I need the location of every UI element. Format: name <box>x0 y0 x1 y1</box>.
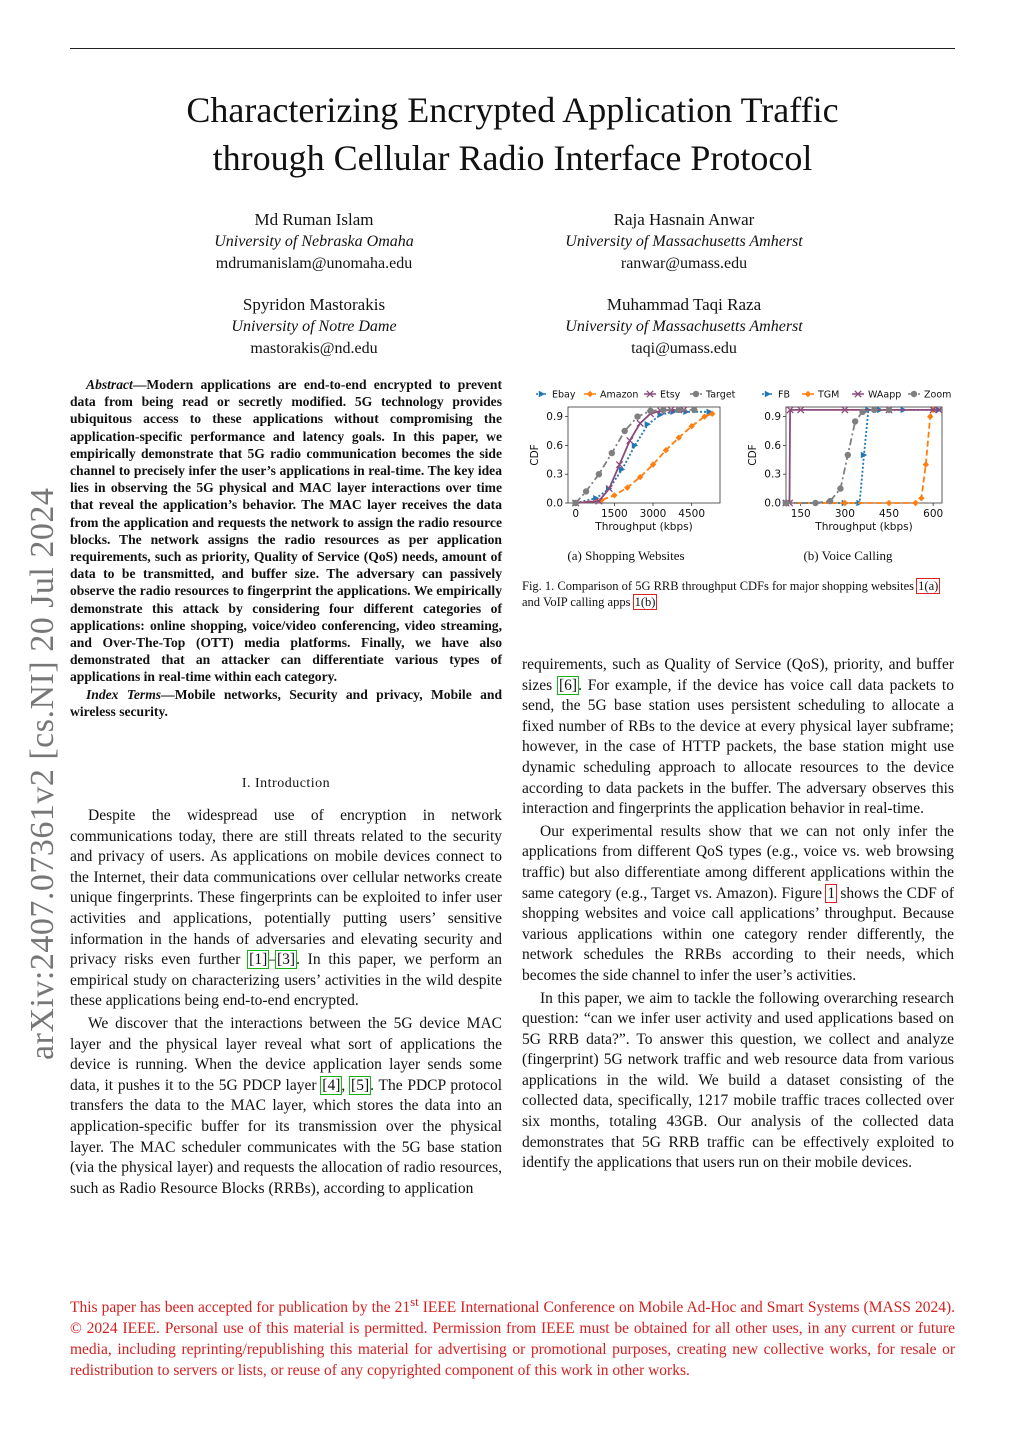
y-tick-label: 0.3 <box>546 468 563 481</box>
series-tgm <box>783 407 937 507</box>
author-block <box>164 294 464 360</box>
author-affiliation: University of Notre Dame <box>231 318 397 335</box>
data-point <box>637 420 643 426</box>
author-block <box>534 294 834 360</box>
intro-text: requirements, such as Quality of Service (QoS), priority, and buffer sizes <box>522 656 954 694</box>
legend-label: FB <box>778 389 790 401</box>
legend-label: Etsy <box>660 389 681 401</box>
citation-separator: , <box>341 1076 351 1094</box>
subcaption-b: (b) Voice Calling <box>803 548 893 563</box>
intro-text: . In this paper, we perform an empirical study on characterizing users’ activities in the wild despite these applications being end-to-end encrypted. <box>70 951 502 1010</box>
y-tick-label: 0.6 <box>764 439 781 452</box>
abstract-text: —Modern applications are end-to-end encrypted to prevent data from being read or secretly modified. 5G technology provides ubiquitous access to these applications without compromising the application-specific performance and latency goals. In this paper, we empirically demonstrate that 5G radio communication becomes the side channel to precisely infer the user’s applications in real-time. The key idea lies in observing the 5G physical and MAC layer interactions over time that reveal the application’s behavior. The MAC layer receives the data from the application and requests the network to assign the radio resource blocks. The network assigns the radio resources as per application requirements, such as priority, Quality of Service (QoS) needs, amount of data to be transmitted, and buffer size. The adversary can passively observe the radio resources to fingerprint the applications. We empirically demonstrate this attack by considering four different categories of applications: online shopping, voice/video conferencing, video streaming, and Over-The-Top (OTT) media platforms. Finally, we have also demonstrated that an attacker can differentiate various types of applications in real-time within each category. <box>70 377 502 685</box>
intro-paragraph <box>522 822 954 987</box>
index-terms-label: Index Terms <box>86 686 162 702</box>
legend-label: TGM <box>818 389 840 401</box>
copyright-notice <box>70 1291 955 1381</box>
title-line-2: through Cellular Radio Interface Protocol <box>212 138 813 178</box>
index-terms-text: —Mobile networks, Security and privacy, Mobile and wireless security. <box>70 686 503 719</box>
data-point <box>886 500 892 506</box>
x-tick-label: 600 <box>923 508 944 520</box>
legend-label: Ebay <box>552 389 576 401</box>
footer-text: IEEE International Conference on Mobile Ad-Hoc and Smart Systems (MASS 2024). © 2024 IEEE. Personal use of this material is permitted. Permission from IEEE must be obtained for all other uses, in any current or future media, including reprinting/republishing this material for advertising or promotional purposes, creating new collective works, for resale or redistribution to servers or lists, or reuse of any copyrighted component of this work in other works. <box>70 1299 955 1380</box>
y-tick-label: 0.0 <box>546 497 563 510</box>
data-point <box>609 450 615 456</box>
intro-text: We discover that the interactions between the 5G device MAC layer and the physical layer reveal what sort of applications the device is running. When the device application layer sends some data, it pushes it to the 5G PDCP layer <box>70 1014 502 1094</box>
data-point <box>627 437 633 443</box>
intro-paragraph <box>522 655 954 820</box>
x-tick-label: 450 <box>878 508 900 520</box>
data-point <box>660 407 666 413</box>
author-email[interactable]: taqi@umass.edu <box>631 340 737 357</box>
chart-legend <box>762 390 951 401</box>
intro-left-column <box>70 806 502 1199</box>
citation-link[interactable]: [5] <box>351 1076 370 1094</box>
legend-marker <box>765 391 771 397</box>
citation-link[interactable]: [3] <box>276 951 296 969</box>
author-affiliation: University of Massachusetts Amherst <box>565 318 803 335</box>
footer-superscript: st <box>410 1294 419 1309</box>
abstract <box>70 376 502 720</box>
chart-shopping-websites <box>522 382 736 537</box>
author-email[interactable]: mastorakis@nd.edu <box>250 340 378 357</box>
citation-link[interactable]: [4] <box>322 1076 341 1094</box>
intro-text: shows the CDF of shopping websites and voice call applications’ throughput. Because various applications within one category render differently, the network schedules the RRBs according to their needs, which becomes the side channel to infer the user’s activities. <box>522 884 954 984</box>
intro-paragraph <box>70 1014 502 1199</box>
legend-marker <box>911 391 917 397</box>
author-name: Spyridon Mastorakis <box>242 295 386 314</box>
section-heading: I. Introduction <box>241 776 331 791</box>
x-tick-label: 4500 <box>678 508 706 520</box>
title-line-1: Characterizing Encrypted Application Traffic <box>186 90 839 130</box>
figure-ref-link[interactable]: 1 <box>827 884 836 902</box>
index-terms <box>70 686 502 720</box>
author-affiliation: University of Nebraska Omaha <box>214 233 414 250</box>
data-point <box>852 418 858 424</box>
y-tick-label: 0.3 <box>764 468 781 481</box>
x-tick-label: 1500 <box>601 508 628 520</box>
data-point <box>923 461 929 467</box>
series-fb <box>783 407 942 507</box>
chart-voice-calling <box>740 382 954 537</box>
chart-legend <box>536 390 736 401</box>
data-point <box>691 407 697 413</box>
legend-label: Amazon <box>600 389 639 401</box>
legend-marker <box>693 391 699 397</box>
intro-paragraph: In this paper, we aim to tackle the following overarching research question: “can we infer user activity and used applications based on 5G RRB data?”. To answer this question, we collect and analyze (fingerprint) 5G network traffic and web resource data from various applications in the wild. We build a dataset consisting of the collected data, specifically, 1217 mobile traffic traces collected over six months, totaling 43GB. Our analysis of the collected data demonstrates that 5G RRB traffic can be effectively exploited to identify the applications that users run on their mobile devices. <box>522 989 954 1172</box>
x-tick-label: 150 <box>790 508 811 520</box>
x-axis-label: Throughput (kbps) <box>815 521 913 533</box>
y-axis-label: CDF <box>747 444 759 466</box>
legend-label: WAapp <box>868 389 902 401</box>
legend-marker <box>539 391 545 397</box>
abstract-label: Abstract <box>86 377 133 392</box>
author-email[interactable]: mdrumanislam@unomaha.edu <box>215 255 413 272</box>
citation-separator: – <box>268 951 276 969</box>
x-tick-label: 0 <box>572 508 580 520</box>
subcaption-a: (a) Shopping Websites <box>567 548 685 563</box>
caption-text: Fig. 1. Comparison of 5G RRB throughput CDFs for major shopping websites <box>522 579 918 593</box>
series-line <box>576 410 684 503</box>
data-point <box>676 407 682 413</box>
data-point <box>583 488 589 494</box>
y-tick-label: 0.6 <box>546 439 563 452</box>
series-line <box>576 410 695 503</box>
top-rule <box>70 48 955 49</box>
citation-link[interactable]: [6] <box>558 676 578 694</box>
x-tick-label: 3000 <box>639 508 667 520</box>
series-amazon <box>573 411 716 507</box>
citation-link[interactable]: [1] <box>249 951 268 969</box>
author-name: Raja Hasnain Anwar <box>613 210 755 229</box>
series-etsy <box>573 407 688 507</box>
series-target <box>573 407 698 507</box>
legend-label: Target <box>706 389 736 401</box>
footer-text: This paper has been accepted for publication by the 21 <box>70 1299 411 1317</box>
legend-label: Zoom <box>924 389 952 401</box>
intro-right-column <box>522 655 954 1174</box>
figure-ref-link[interactable]: 1(a) <box>918 579 939 593</box>
data-point <box>837 485 843 491</box>
data-point <box>859 409 865 415</box>
figure-caption <box>522 578 954 610</box>
author-affiliation: University of Massachusetts Amherst <box>565 233 803 250</box>
intro-text: . The PDCP protocol transfers the data to the MAC layer, which stores the data into an application-specific buffer for its transmission over the physical layer. The MAC scheduler communicates with the 5G base station (via the physical layer) and requests the allocation of radio resources, such as Radio Resource Blocks (RRBs), according to application <box>70 1076 503 1197</box>
data-point <box>647 408 653 414</box>
data-point <box>783 500 789 506</box>
author-block <box>164 209 464 275</box>
abstract-paragraph <box>70 376 502 686</box>
data-point <box>645 421 651 427</box>
data-point <box>918 495 924 501</box>
caption-text: and VoIP calling apps <box>522 595 634 609</box>
author-name: Md Ruman Islam <box>254 210 374 229</box>
paper-title <box>70 86 955 182</box>
y-tick-label: 0.9 <box>546 411 563 424</box>
series-line <box>786 410 933 503</box>
series-zoom <box>783 407 892 507</box>
data-point <box>827 498 833 504</box>
data-point <box>596 471 602 477</box>
data-point <box>912 500 918 506</box>
data-point <box>871 407 877 413</box>
x-axis-label: Throughput (kbps) <box>595 521 693 533</box>
data-point <box>927 413 933 419</box>
x-tick-label: 300 <box>834 508 855 520</box>
data-point <box>812 500 818 506</box>
y-tick-label: 0.9 <box>764 411 781 424</box>
legend-marker <box>587 391 593 397</box>
author-email[interactable]: ranwar@umass.edu <box>620 255 748 272</box>
y-tick-label: 0.0 <box>764 497 781 510</box>
intro-paragraph <box>70 806 502 1012</box>
arxiv-identifier: arXiv:2407.07361v2 [cs.NI] 20 Jul 2024 <box>24 487 61 1060</box>
intro-text: Our experimental results show that we can not only infer the applications from different QoS types (e.g., voice vs. web browsing traffic) but also differentiate among different applications within the same category (e.g., Target vs. Amazon). Figure <box>522 822 954 902</box>
data-point <box>621 428 627 434</box>
author-name: Muhammad Taqi Raza <box>606 295 762 314</box>
y-axis-label: CDF <box>529 444 541 466</box>
author-block <box>534 209 834 275</box>
legend-marker <box>805 391 811 397</box>
data-point <box>573 500 579 506</box>
data-point <box>634 413 640 419</box>
intro-text: Despite the widespread use of encryption in network communications today, there are still threats related to the security and privacy of users. As applications on mobile devices connect to the Internet, their data communications over cellular networks create unique fingerprints. These fingerprints can be exploited to infer user activities and applications, potentially putting users’ sensitive information in the hands of adversaries and elevating security and privacy risks even further <box>70 807 502 969</box>
data-point <box>845 452 851 458</box>
data-point <box>611 492 617 498</box>
plot-frame <box>568 407 720 503</box>
data-point <box>886 407 892 413</box>
figure-ref-link[interactable]: 1(b) <box>634 595 656 609</box>
intro-text: . For example, if the device has voice call data packets to send, the 5G base station uses persistent scheduling to allocate a fixed number of RBs to the device at every physical layer subframe; however, in the case of HTTP packets, the base station might use dynamic scheduling approach to allocate resources to the device according to data packets in the buffer. The adversary observes this interaction and fingerprints the application behavior in real-time. <box>522 676 954 818</box>
